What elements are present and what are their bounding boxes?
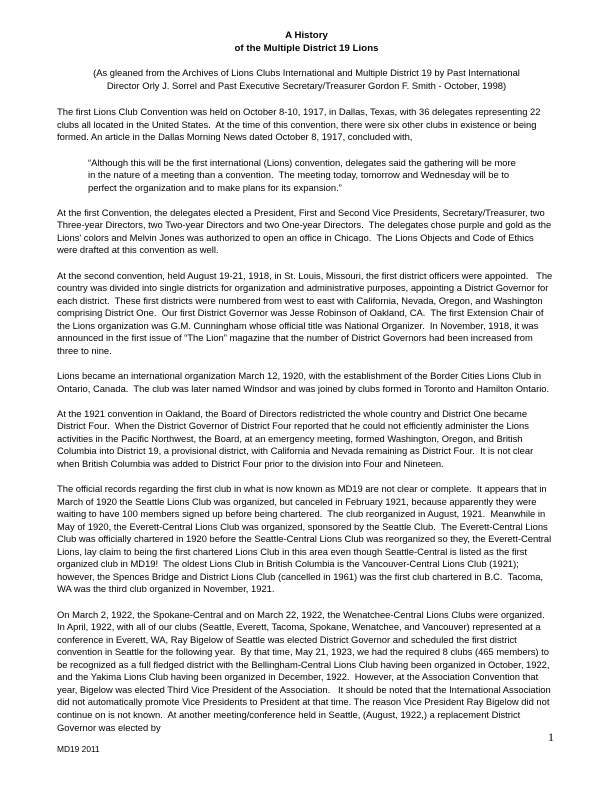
- page-number: 1: [548, 730, 554, 744]
- body-paragraph: The official records regarding the first club in what is now known as MD19 are not clear or complete. It appears that in March of 1920 the Seattle Lions Club was organized, but canceled in February 1921, because apparently they were waiting to have 100 members signed up before being chartered. The club reorganized in August, 1921. Meanwhile in May of 1920, the Everett-Central Lions Club was organized, sponsored by the Seattle Club. The Everett-Central Lions Club was officially chartered in 1920 before the Seattle-Central Lions Club was reorganized so they, the Everett-Central Lions, lay claim to being the first chartered Lions Club in this area even though Seattle-Central is listed as the first organized club in MD19! The oldest Lions Club in British Columbia is the Vancouver-Central Lions Club (1921); however, the Spences Bridge and District Lions Club (cancelled in 1961) was the first club chartered in B.C. Tacoma, WA was the third club organized in November, 1921.: [57, 483, 554, 595]
- body-paragraph: The first Lions Club Convention was held on October 8-10, 1917, in Dallas, Texas, with 36 delegates representing 22 clubs all located in the United States. At the time of this convention, there were six other clubs in existence or being formed. An article in the Dallas Morning News dated October 8, 1917, concluded with,: [57, 106, 544, 143]
- attribution-line-2: Director Orly J. Sorrel and Past Executive Secretary/Treasurer Gordon F. Smith - October, 1998): [106, 79, 507, 91]
- body-paragraph: Lions became an international organization March 12, 1920, with the establishment of the Border Cities Lions Club in Ontario, Canada. The club was later named Windsor and was joined by clubs formed in Toronto and Hamilton Ontario.: [57, 370, 550, 394]
- block-quote: “Although this will be the first international (Lions) convention, delegates said the gathering will be more in the nature of a meeting than a convention. The meeting today, tomorrow and Wednesday will be to perfect the organization and to make plans for its expansion.”: [88, 156, 519, 193]
- title-line-1: A History: [285, 30, 328, 41]
- document-content: [57, 30, 556, 743]
- body-paragraph: At the first Convention, the delegates elected a President, First and Second Vice Presidents, Secretary/Treasurer, two Three-year Directors, two Two-year Directors and two One-year Directors. The delegates chose purple and gold as the Lions' colors and Melvin Jones was authorized to open an office in Chicago. The Lions Objects and Code of Ethics were drafted at this convention as well.: [57, 206, 554, 256]
- body-paragraph: At the second convention, held August 19-21, 1918, in St. Louis, Missouri, the first district officers were appointed. The country was divided into single districts for organization and administrative purposes, appointing a District Governor for each district. These first districts were numbered from west to east with California, Nevada, Oregon, and Washington comprising District One. Our first District Governor was Jesse Robinson of Oakland, CA. The first Extension Chair of the Lions organization was G.M. Cunningham whose official title was National Organizer. In November, 1918, it was announced in the first issue of “The Lion” magazine that the number of District Governors had been increased from three to nine.: [57, 269, 555, 356]
- body-paragraph: At the 1921 convention in Oakland, the Board of Directors redistricted the whole country and District One became District Four. When the District Governor of District Four reported that he could not efficiently administer the Lions activities in the Pacific Northwest, the Board, at an emergency meeting, formed Washington, Oregon, and British Columbia into District 19, a provisional district, with California and Nevada remaining as District Four. It is not clear when British Columbia was added to District Four prior to the division into Four and Nineteen.: [57, 407, 536, 469]
- document-attribution: [57, 67, 556, 92]
- body-paragraph: On March 2, 1922, the Spokane-Central and on March 22, 1922, the Wenatchee-Central Lions Clubs were organized. In April, 1922, with all of our clubs (Seattle, Everett, Tacoma, Spokane, Wenatchee, and Vancouver) represented at a conference in Everett, WA, Ray Bigelow of Seattle was elected District Governor and scheduled the first district convention in Seattle for the following year. By that time, May 21, 1923, we had the required 8 clubs (465 members) to be recognized as a full fledged district with the Bellingham-Central Lions Club having been organized in October, 1922, and the Yakima Lions Club having been organized in December, 1922. However, at the Association Convention that year, Bigelow was elected Third Vice President of the Association. It should be noted that the International Association did not automatically promote Vice Presidents to President at that time. The reason Vice President Ray Bigelow did not continue on is not known. At another meeting/conference held in Seattle, (August, 1922,) a replacement District Governor was elected by: [57, 608, 554, 733]
- footer-document-id: MD19 2011: [57, 744, 100, 754]
- attribution-line-1: (As gleaned from the Archives of Lions Clubs International and Multiple District 19 by Past International: [93, 67, 520, 79]
- document-title: [57, 30, 556, 55]
- title-line-2: of the Multiple District 19 Lions: [234, 42, 379, 54]
